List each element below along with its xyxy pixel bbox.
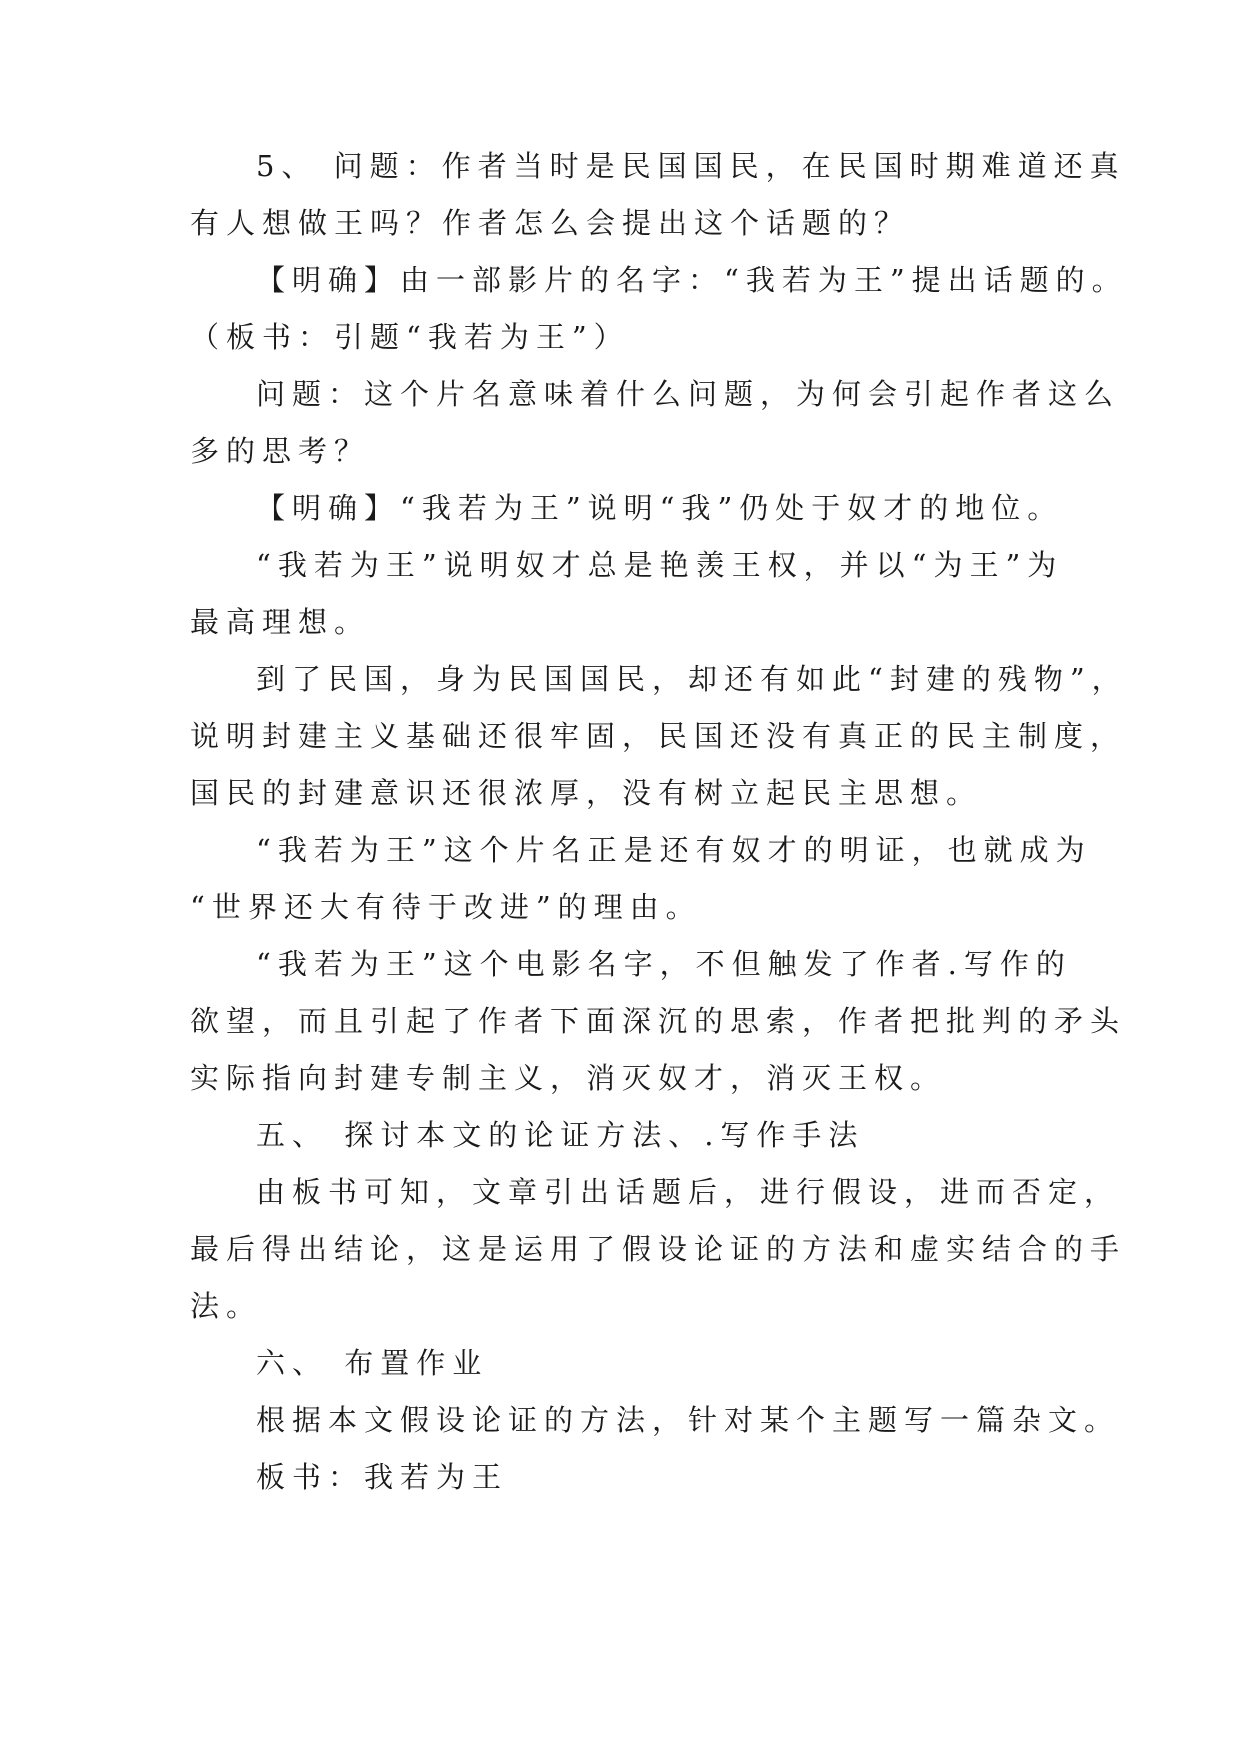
text-line: 【明确】由一部影片的名字：“我若为王”提出话题的。 — [256, 263, 1128, 297]
text-line: 5、 问题：作者当时是民国国民，在民国时期难道还真 — [256, 149, 1126, 183]
text-line: 法。 — [190, 1289, 263, 1323]
text-line: 根据本文假设论证的方法，针对某个主题写一篇杂文。 — [256, 1403, 1121, 1437]
text-line: 最高理想。 — [190, 605, 371, 639]
section-heading: 六、 布置作业 — [256, 1346, 489, 1380]
text-line: “我若为王”说明奴才总是艳羡王权，并以“为王”为 — [256, 548, 1064, 582]
text-line: 【明确】“我若为王”说明“我”仍处于奴才的地位。 — [256, 491, 1064, 525]
text-line: 到了民国，身为民国国民，却还有如此“封建的残物”， — [256, 662, 1128, 696]
text-line: 国民的封建意识还很浓厚，没有树立起民主思想。 — [190, 776, 983, 810]
text-line: “我若为王”这个片名正是还有奴才的明证，也就成为 — [256, 833, 1092, 867]
section-heading: 五、 探讨本文的论证方法、.写作手法 — [256, 1118, 865, 1152]
text-line: 问题：这个片名意味着什么问题，为何会引起作者这么 — [256, 377, 1121, 411]
text-line: 实际指向封建专制主义，消灭奴才，消灭王权。 — [190, 1061, 947, 1095]
text-line: 由板书可知，文章引出话题后，进行假设，进而否定， — [256, 1175, 1121, 1209]
text-line: 板书：我若为王 — [256, 1460, 509, 1494]
text-line: 有人想做王吗？作者怎么会提出这个话题的？ — [190, 206, 911, 240]
text-line: “我若为王”这个电影名字，不但触发了作者.写作的 — [256, 947, 1072, 981]
text-line: “世界还大有待于改进”的理由。 — [190, 890, 702, 924]
text-line: （板书：引题“我若为王”） — [190, 320, 630, 354]
text-line: 说明封建主义基础还很牢固，民国还没有真正的民主制度， — [190, 719, 1127, 753]
text-line: 最后得出结论，这是运用了假设论证的方法和虚实结合的手 — [190, 1232, 1127, 1266]
text-line: 多的思考？ — [190, 434, 371, 468]
text-line: 欲望，而且引起了作者下面深沉的思索，作者把批判的矛头 — [190, 1004, 1127, 1038]
